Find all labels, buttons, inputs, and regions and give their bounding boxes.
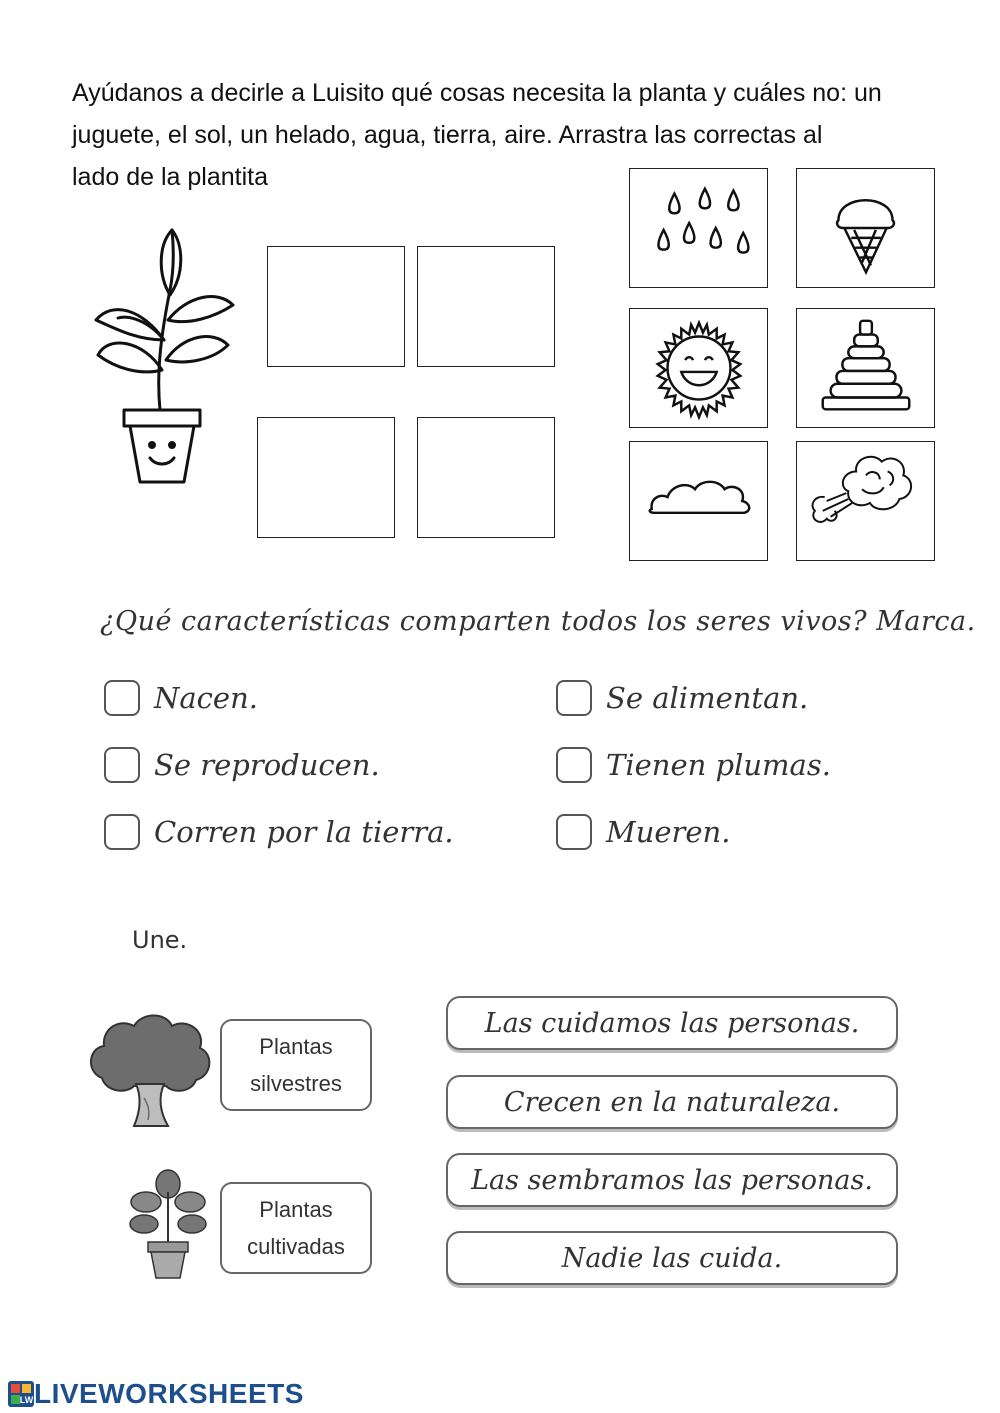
plant-type-line-2: silvestres xyxy=(250,1071,342,1096)
drop-box-3[interactable] xyxy=(257,417,395,538)
checkbox[interactable] xyxy=(556,814,592,850)
sun-icon xyxy=(630,309,767,427)
soil-icon xyxy=(630,442,767,560)
option-corren-por-la-tierra[interactable] xyxy=(104,814,454,850)
description-box-4[interactable] xyxy=(446,1231,898,1285)
plant-type-silvestres[interactable] xyxy=(220,1019,372,1111)
badge-text: LW xyxy=(19,1395,34,1405)
stacking-toy-icon xyxy=(797,309,934,427)
liveworksheets-badge-icon xyxy=(8,1381,34,1407)
wind-icon xyxy=(797,442,934,560)
plant-type-line-1: Plantas xyxy=(259,1197,333,1222)
option-se-reproducen[interactable] xyxy=(104,747,380,783)
description-text: Las cuidamos las personas. xyxy=(484,1007,860,1039)
liveworksheets-logo xyxy=(8,1378,304,1410)
option-tienen-plumas[interactable] xyxy=(556,747,831,783)
drag-tile-sun[interactable] xyxy=(629,308,768,428)
instructions-line-3: lado de la plantita xyxy=(72,163,268,191)
smiling-plant-icon xyxy=(88,220,238,490)
drag-tile-water[interactable] xyxy=(629,168,768,288)
drop-box-2[interactable] xyxy=(417,246,555,367)
description-text: Crecen en la naturaleza. xyxy=(503,1086,841,1118)
description-box-3[interactable] xyxy=(446,1153,898,1207)
plant-type-cultivadas[interactable] xyxy=(220,1182,372,1274)
option-label: Se reproducen. xyxy=(154,748,380,782)
plant-type-line-1: Plantas xyxy=(259,1034,333,1059)
checkbox[interactable] xyxy=(104,814,140,850)
description-text: Nadie las cuida. xyxy=(561,1242,783,1274)
option-se-alimentan[interactable] xyxy=(556,680,808,716)
option-label: Tienen plumas. xyxy=(606,748,831,782)
option-label: Nacen. xyxy=(154,681,258,715)
drag-tile-wind[interactable] xyxy=(796,441,935,561)
drag-tile-soil[interactable] xyxy=(629,441,768,561)
tree-icon xyxy=(84,1008,214,1130)
option-label: Mueren. xyxy=(606,815,731,849)
drag-tile-stacking-toy[interactable] xyxy=(796,308,935,428)
checkbox[interactable] xyxy=(104,680,140,716)
potted-plant-icon xyxy=(128,1162,208,1280)
option-label: Se alimentan. xyxy=(606,681,809,715)
match-instruction: Une. xyxy=(132,926,188,954)
option-nacen[interactable] xyxy=(104,680,258,716)
instructions-line-1: Ayúdanos a decirle a Luisito qué cosas necesita la planta y cuáles no: un xyxy=(72,79,882,107)
water-drops-icon xyxy=(630,169,767,287)
drop-box-1[interactable] xyxy=(267,246,405,367)
checkbox[interactable] xyxy=(104,747,140,783)
plant-type-line-2: cultivadas xyxy=(247,1234,345,1259)
checkbox[interactable] xyxy=(556,747,592,783)
option-mueren[interactable] xyxy=(556,814,730,850)
checkbox[interactable] xyxy=(556,680,592,716)
description-text: Las sembramos las personas. xyxy=(471,1164,873,1196)
description-box-1[interactable] xyxy=(446,996,898,1050)
footer-brand: LIVEWORKSHEETS xyxy=(34,1378,304,1409)
description-box-2[interactable] xyxy=(446,1075,898,1129)
instructions-line-2: juguete, el sol, un helado, agua, tierra, aire. Arrastra las correctas al xyxy=(72,121,823,149)
drag-tile-ice-cream[interactable] xyxy=(796,168,935,288)
ice-cream-icon xyxy=(797,169,934,287)
option-label: Corren por la tierra. xyxy=(154,815,454,849)
checklist-question: ¿Qué características comparten todos los seres vivos? Marca. xyxy=(100,606,976,637)
drop-box-4[interactable] xyxy=(417,417,555,538)
